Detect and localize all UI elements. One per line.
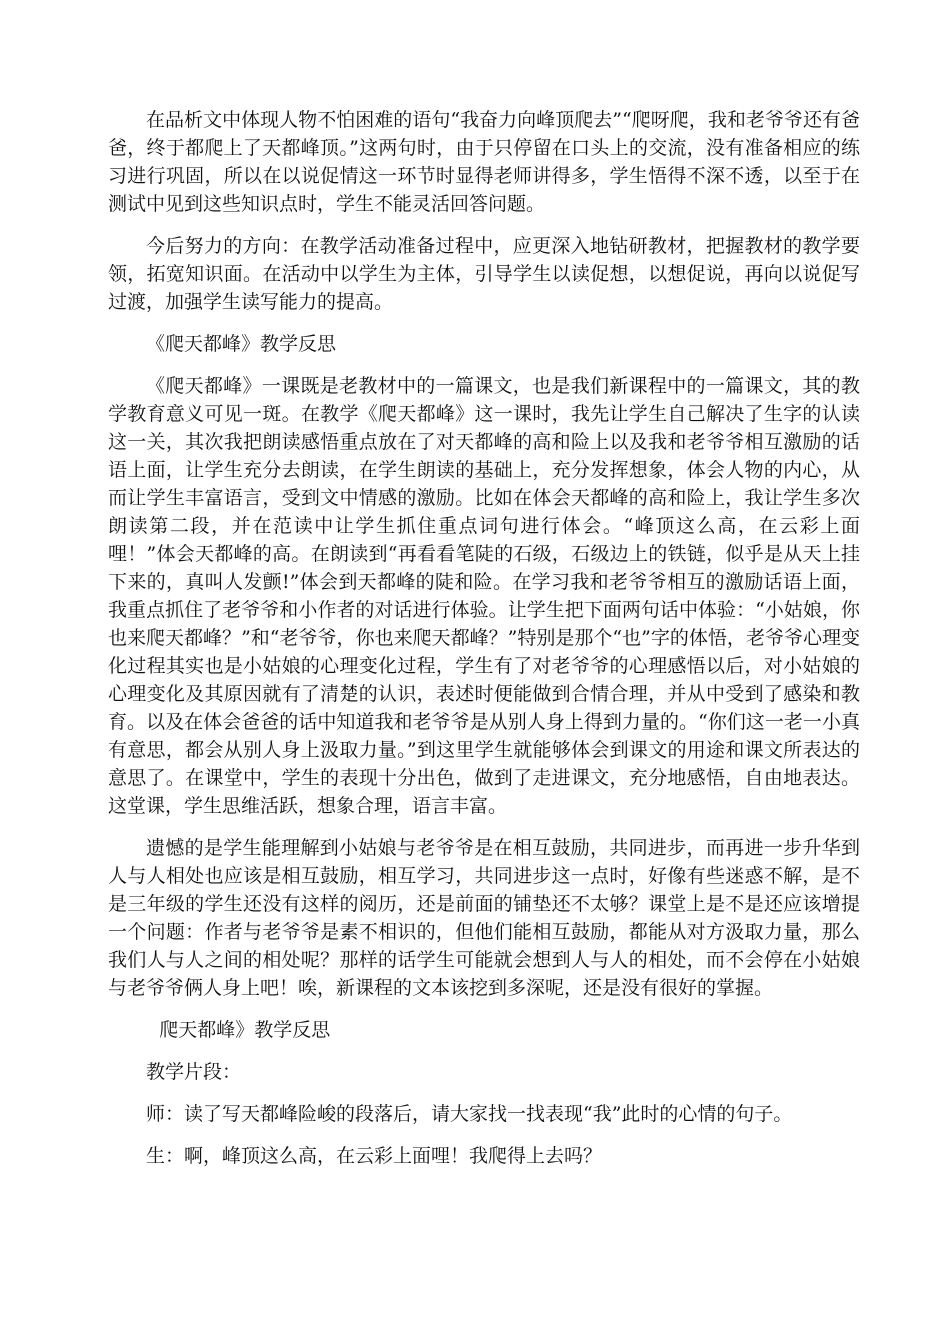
paragraph-lesson-overview: 《爬天都峰》一课既是老教材中的一篇课文，也是我们新课程中的一篇课文，其的教学教育意义可见一斑。在教学《爬天都峰》这一课时，我先让学生自己解决了生字的认读这一关，其次我把朗读感悟重点放在了对天都峰的高和险上以及我和老爷爷相互激励的话语上面，让学生充分去朗读，在学生朗读的基础上，充分发挥想象，体会人物的内心，从而让学生丰富语言，受到文中情感的激励。比如在体会天都峰的高和险上，我让学生多次朗读第二段，并在范读中让学生抓住重点词句进行体会。“峰顶这么高，在云彩上面哩！”体会天都峰的高。在朗读到“再看看笔陡的石级，石级边上的铁链，似乎是从天上挂下来的，真叫人发颤!”体会到天都峰的陡和险。在学习我和老爷爷相互的激励话语上面，我重点抓住了老爷爷和小作者的对话进行体验。让学生把下面两句话中体验：“小姑娘，你也来爬天都峰？”和“老爷爷，你也来爬天都峰？”特别是那个“也”字的体悟，老爷爷心理变化过程其实也是小姑娘的心理变化过程，学生有了对老爷爷的心理感悟以后，对小姑娘的心理变化及其原因就有了清楚的认识，表述时便能做到合情合理，并从中受到了感染和教育。以及在体会爸爸的话中知道我和老爷爷是从别人身上得到力量的。“你们这一老一小真有意思，都会从别人身上汲取力量。”到这里学生就能够体会到课文的用途和课文所表达的意思了。在课堂中，学生的表现十分出色，做到了走进课文，充分地感悟，自由地表达。这堂课，学生思维活跃，想象合理，语言丰富。 <box>108 375 860 817</box>
paragraph-regret: 遗憾的是学生能理解到小姑娘与老爷爷是在相互鼓励，共同进步，而再进一步升华到人与人相处也应该是相互鼓励，相互学习，共同进步这一点时，好像有些迷惑不解，是不是三年级的学生还没有这样的阅历，还是前面的铺垫还不太够？课堂上是不是还应该增提一个问题：作者与老爷爷是素不相识的，但他们能相互鼓励，都能从对方汲取力量，那么我们人与人之间的相处呢？那样的话学生可能就会想到人与人的相处，而不会停在小姑娘与老爷爷俩人身上吧！唉，新课程的文本该挖到多深呢，还是没有很好的掌握。 <box>108 837 860 999</box>
section-heading-reflection-2: 爬天都峰》教学反思 <box>159 1019 331 1041</box>
document-page <box>108 106 860 1184</box>
teaching-excerpt-label: 教学片段： <box>146 1061 242 1083</box>
teacher-line: 师：读了写天都峰险峻的段落后，请大家找一找表现“我”此时的心情的句子。 <box>146 1103 793 1125</box>
paragraph-reflection-speaking: 在品析文中体现人物不怕困难的语句“我奋力向峰顶爬去”“爬呀爬，我和老爷爷还有爸爸，终于都爬上了天都峰顶。”这两句时，由于只停留在口头上的交流，没有准备相应的练习进行巩固，所以在以说促情这一环节时显得老师讲得多，学生悟得不深不透，以至于在测试中见到这些知识点时，学生不能灵活回答问题。 <box>108 109 860 215</box>
student-line: 生：啊，峰顶这么高，在云彩上面哩！我爬得上去吗？ <box>146 1145 603 1167</box>
paragraph-future-direction: 今后努力的方向：在教学活动准备过程中，应更深入地钻研教材，把握教材的教学要领，拓宽知识面。在活动中以学生为主体，引导学生以读促想，以想促说，再向以说促写过渡，加强学生读写能力的提高。 <box>108 235 860 313</box>
section-heading-reflection-1: 《爬天都峰》教学反思 <box>146 333 337 355</box>
